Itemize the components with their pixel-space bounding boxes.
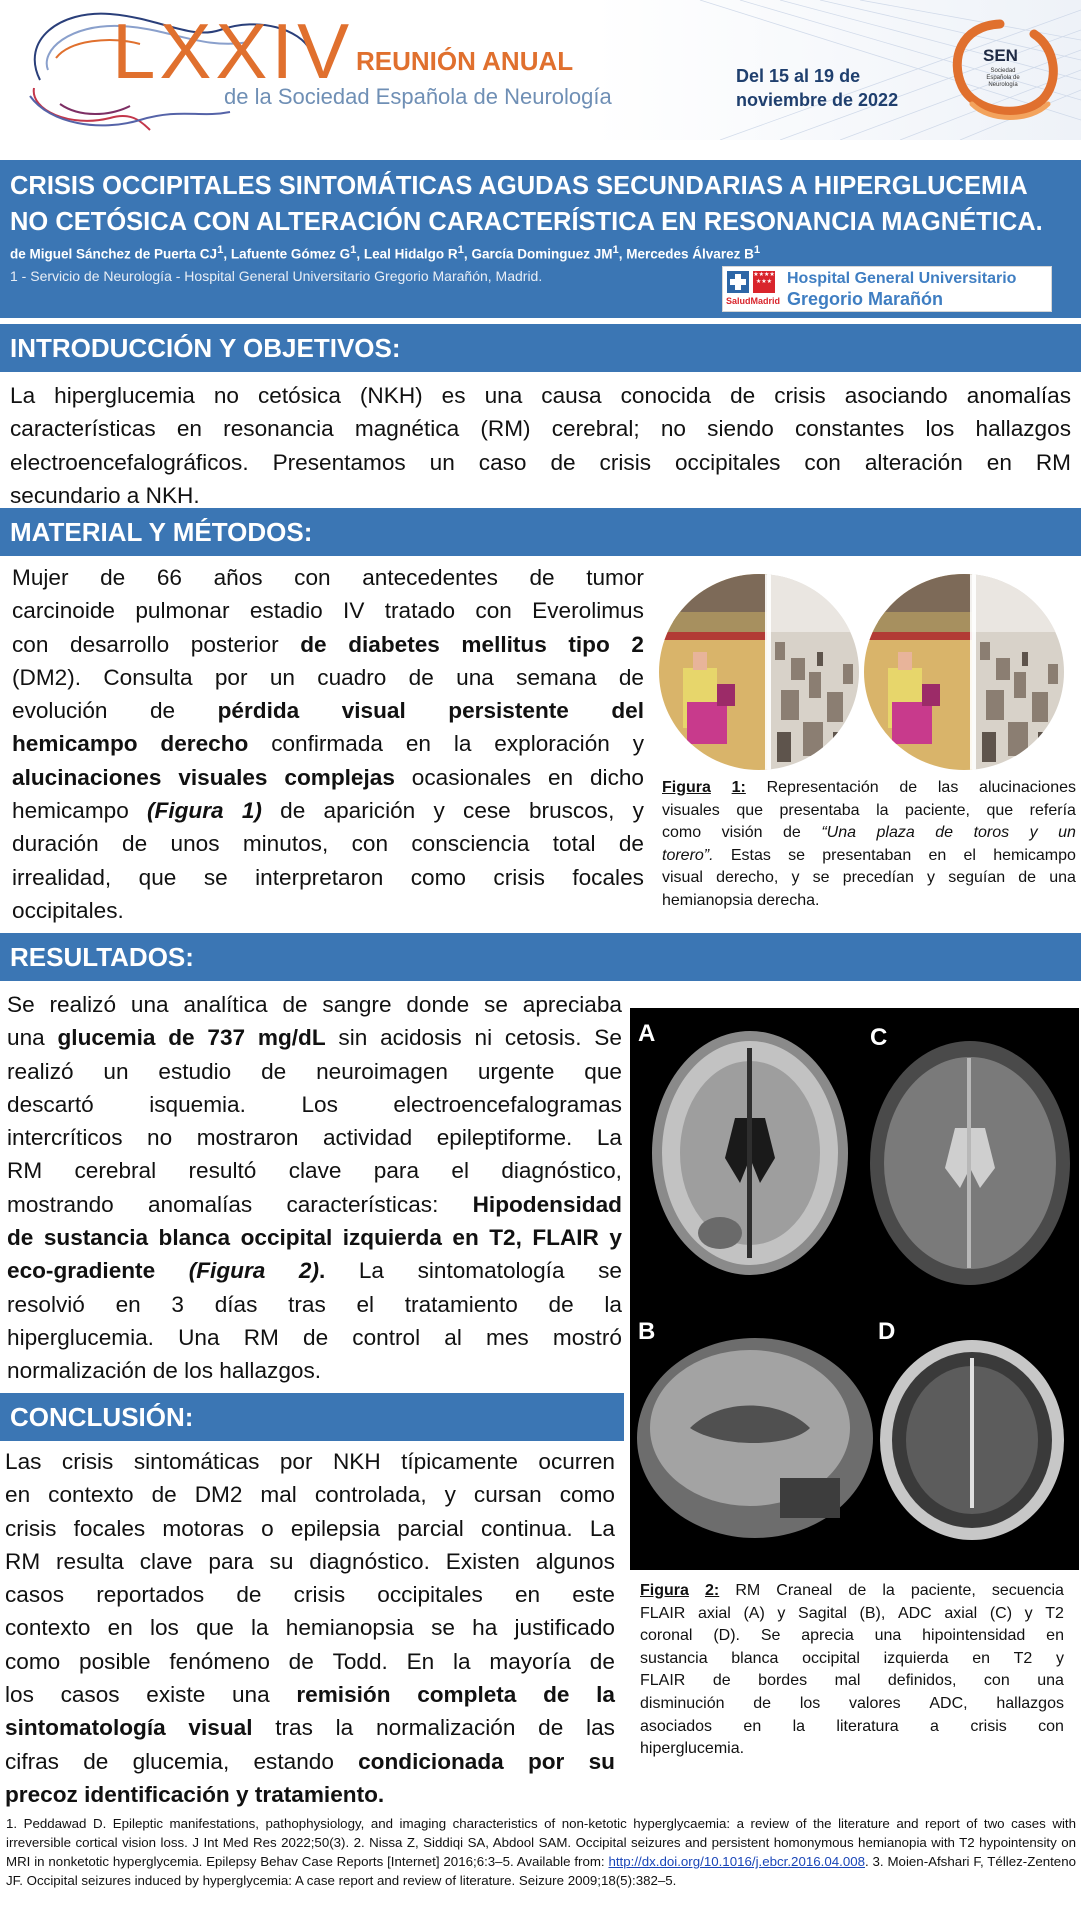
society-name: de la Sociedad Española de Neurología (224, 84, 612, 109)
text-line: hiperglucemia. (640, 1740, 745, 1758)
text-line: evolución de pérdida visual persistente del (12, 698, 644, 724)
text-line: visuales que presentaba la paciente, que refería (662, 801, 1076, 819)
text-line: en contexto de DM2 mal controlada, y cursan como (5, 1482, 615, 1508)
hospital-name-line-2: Gregorio Marañón (787, 289, 944, 309)
poster-title (10, 168, 1075, 240)
text-line: carcinoide pulmonar estadio IV tratado con Everolimus (12, 598, 644, 624)
mri-panel-a (652, 1031, 848, 1275)
mri-label-b: B (638, 1318, 656, 1345)
references-text-1: 1. Peddawad D. Epileptic manifestations, pathophysiology, and imaging characteristics of non-ketotic hyperglycaemia: a review of the literature and report of two cases with irreversible cortical vision loss. J Int Med Res 2022;50(3). 2. Nissa Z, Siddiqi SA, Abdool SAM. Occipital seizures and persistent homonymous hemianopia with T2 hypointensity on MRI in nonketotic hyperglycemia. Epilepsy Behav Case Reports [Internet] 2016;6:3–5. Available from: (6, 1816, 1076, 1869)
text-line: los casos existe una remisión completa de la (5, 1682, 615, 1708)
text-line: hemianopsia derecha. (662, 891, 820, 909)
conference-dates (736, 64, 936, 112)
author-affiliation-mark: 1 (612, 244, 619, 256)
text-line: RM cerebral resultó clave para el diagnóstico, (7, 1158, 622, 1184)
conclusion-paragraph (5, 1445, 615, 1811)
methods-paragraph (12, 561, 644, 927)
text-line: resolvió en 3 días tras el tratamiento de la (7, 1291, 622, 1317)
mri-panel-c (870, 1041, 1070, 1285)
dates-line-1: Del 15 al 19 de (736, 66, 861, 86)
sen-logo-text: SEN (983, 46, 1018, 65)
author-affiliation-mark: 1 (457, 244, 464, 256)
text-line: hemicampo derecho confirmada en la exploración y (12, 731, 644, 757)
section-heading-methods: MATERIAL Y MÉTODOS: (0, 508, 1081, 556)
text-line: intercríticos no mostraron actividad epileptiforme. La (7, 1125, 622, 1151)
text-line: (DM2). Consulta por un cuadro de una semana de (12, 664, 644, 690)
text-line: occipitales. (12, 897, 124, 923)
author-name: Mercedes Álvarez B (626, 246, 754, 262)
text-line: sintomatología visual tras la normalización de las (5, 1715, 615, 1741)
text-line: crisis focales motoras o epilepsia parcial continua. La (5, 1515, 615, 1541)
author-affiliation-mark: 1 (753, 244, 761, 256)
text-line: realizó un estudio de neuroimagen urgente que (7, 1058, 622, 1084)
roman-numeral: LXXIV (112, 7, 354, 95)
author-name: de Miguel Sánchez de Puerta CJ (10, 246, 218, 262)
text-line: alucinaciones visuales complejas ocasionales en dicho (12, 764, 644, 790)
text-line: casos reportados de crisis occipitales en este (5, 1582, 615, 1608)
figure-2-caption (640, 1580, 1064, 1761)
text-line: irrealidad, que se interpretaron como crisis focales (12, 864, 644, 890)
mri-label-c: C (870, 1024, 888, 1051)
text-line: Mujer de 66 años con antecedentes de tumor (12, 565, 644, 590)
text-line: RM resulta clave para su diagnóstico. Existen algunos (5, 1548, 615, 1574)
text-line: con desarrollo posterior de diabetes mellitus tipo 2 (12, 631, 644, 657)
text-line: Las crisis sintomáticas por NKH típicamente ocurren (5, 1449, 615, 1474)
text-line: hemicampo (Figura 1) de aparición y cese bruscos, y (12, 798, 644, 824)
mri-label-d: D (878, 1318, 896, 1345)
text-line: Se realizó una analítica de sangre donde se apreciaba (7, 992, 622, 1017)
affiliation: 1 - Servicio de Neurología - Hospital General Universitario Gregorio Marañón, Madrid. (10, 268, 543, 284)
sen-logo-subtitle: Sociedad Española de Neurología (986, 68, 1020, 88)
text-line: FLAIR de bordes mal definidos, con una (640, 1672, 1064, 1690)
section-heading-conclusion: CONCLUSIÓN: (0, 1393, 624, 1441)
results-paragraph (7, 988, 622, 1388)
mri-label-a: A (638, 1020, 656, 1047)
text-line: de sustancia blanca occipital izquierda en T2, FLAIR y (7, 1225, 622, 1251)
poster-title-block (0, 160, 1081, 318)
section-heading-intro: INTRODUCCIÓN Y OBJETIVOS: (0, 324, 1081, 372)
mri-images (630, 1008, 1079, 1570)
cross-icon (727, 271, 749, 293)
mri-panel-d (880, 1340, 1064, 1540)
meeting-name: REUNIÓN ANUAL (356, 46, 574, 76)
text-line: asociados en la literatura a crisis con (640, 1717, 1064, 1735)
hospital-brand: SaludMadrid (726, 296, 781, 306)
figure-2-mri-panels (630, 1008, 1079, 1570)
text-line: Figura 1: Representación de las alucinaciones (662, 779, 1076, 796)
mri-panel-b (637, 1338, 873, 1538)
text-line: disminución de los valores ADC, hallazgos (640, 1694, 1064, 1712)
figure-1-caption (662, 777, 1076, 913)
text-line: duración de unos minutos, con consciencia total de (12, 831, 644, 857)
text-line: contexto en los que la hemianopsia se ha justificado (5, 1615, 615, 1641)
intro-line: La hiperglucemia no cetósica (NKH) es una causa conocida de crisis asociando anomalías (10, 383, 1071, 408)
text-line: precoz identificación y tratamiento. (5, 1781, 385, 1807)
bullfight-image-2 (862, 572, 1067, 772)
intro-line: secundario a NKH. (10, 482, 200, 508)
references-text-2: . 3. Moien-Afshari F, Téllez-Zenteno JF. Occipital seizures induced by hyperglycemia: A case report and review of literature. Seizure 2009;18(5):382–5. (6, 1854, 1076, 1888)
text-line: torero”. Estas se presentaban en el hemicampo (662, 846, 1076, 864)
section-heading-results: RESULTADOS: (0, 933, 1081, 981)
intro-line: características en resonancia magnética (RM) cerebral; no siendo constantes los hallazgos (10, 416, 1071, 442)
author-affiliation-mark: 1 (217, 244, 224, 256)
references (6, 1814, 1076, 1890)
hospital-name-line-1: Hospital General Universitario (787, 270, 1017, 287)
text-line: eco-gradiente (Figura 2). La sintomatología se (7, 1258, 622, 1284)
doi-link[interactable]: http://dx.doi.org/10.1016/j.ebcr.2016.04.008 (608, 1854, 865, 1869)
text-line: sustancia blanca occipital izquierda en T2 y (640, 1649, 1064, 1667)
title-line-2: NO CETÓSICA CON ALTERACIÓN CARACTERÍSTICA EN RESONANCIA MAGNÉTICA. (10, 208, 1043, 236)
conference-banner (0, 0, 1081, 140)
author-affiliation-mark: 1 (350, 244, 357, 256)
author-name: Lafuente Gómez G (230, 246, 351, 262)
figure-1-hallucination-images (657, 572, 1075, 772)
text-line: coronal (D). Se aprecia una hipointensidad en (640, 1627, 1064, 1645)
text-line: cifras de glucemia, estando condicionada por su (5, 1748, 615, 1774)
intro-paragraph (10, 379, 1071, 512)
text-line: como visión de “Una plaza de toros y un (662, 824, 1076, 842)
text-line: normalización de los hallazgos. (7, 1358, 322, 1384)
text-line: hiperglucemia. Una RM de control al mes mostró (7, 1324, 622, 1350)
dates-line-2: noviembre de 2022 (736, 90, 899, 110)
text-line: una glucemia de 737 mg/dL sin acidosis ni cetosis. Se (7, 1025, 622, 1051)
author-name: Leal Hidalgo R (363, 246, 458, 262)
text-line: Figura 2: RM Craneal de la paciente, secuencia (640, 1582, 1064, 1599)
text-line: mostrando anomalías características: Hipodensidad (7, 1191, 622, 1217)
star-icon: ★★★★ ★★★ (753, 272, 775, 285)
title-line-1: CRISIS OCCIPITALES SINTOMÁTICAS AGUDAS SECUNDARIAS A HIPERGLUCEMIA (10, 172, 1028, 200)
hospital-logo (722, 266, 1052, 312)
bullfight-image-1 (657, 572, 862, 772)
text-line: visual derecho, y se precedían y seguían de una (662, 869, 1076, 887)
text-line: como posible fenómeno de Todd. En la mayoría de (5, 1648, 615, 1674)
author-name: García Dominguez JM (471, 246, 613, 262)
author-list: de Miguel Sánchez de Puerta $CJ^1$, Lafuente Gómez $G^1$, Leal Hidalgo $R^1$, García Dominguez $JM^1$, Mercedes Álvarez $B^1$ (10, 244, 761, 262)
text-line: FLAIR axial (A) y Sagital (B), ADC axial (C) y T2 (640, 1604, 1064, 1622)
intro-line: electroencefalográficos. Presentamos un caso de crisis occipitales con alteración en RM (10, 449, 1071, 475)
text-line: descartó isquemia. Los electroencefalogramas (7, 1091, 622, 1117)
